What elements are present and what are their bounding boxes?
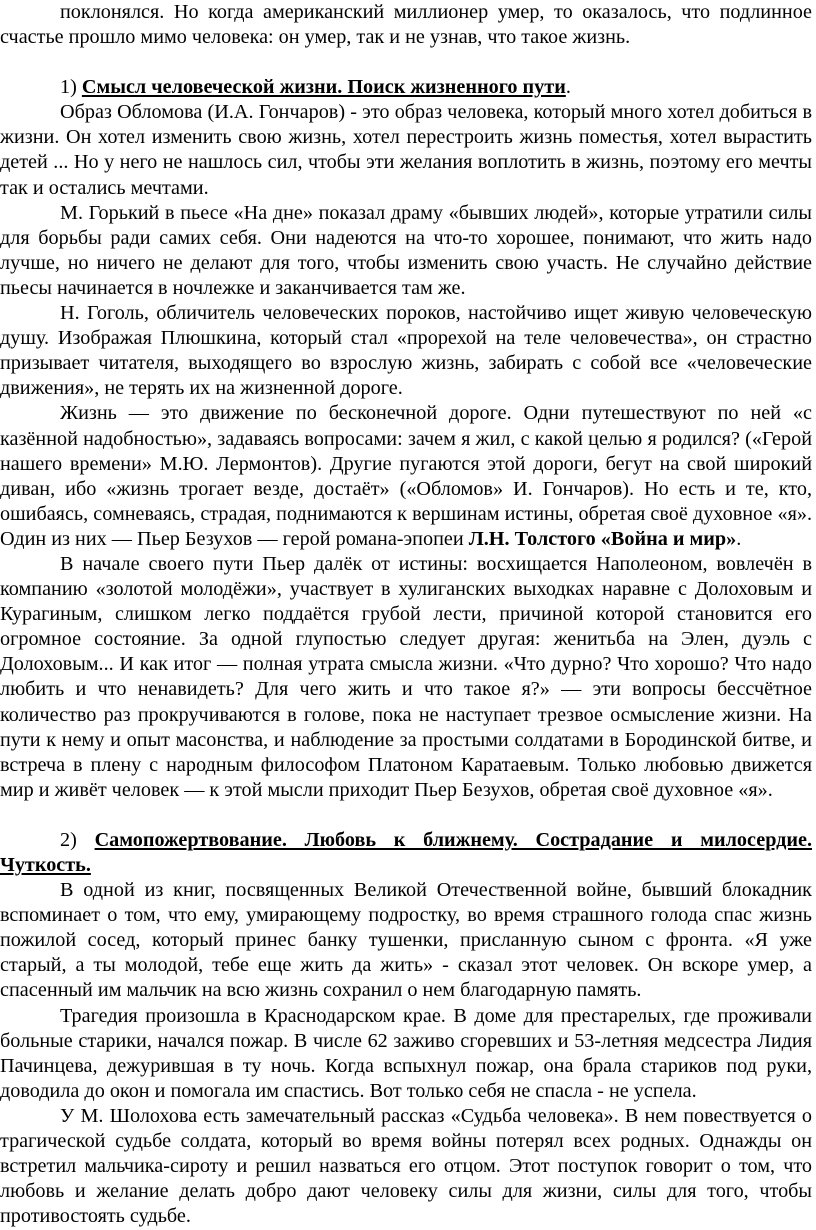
spacer bbox=[0, 50, 812, 75]
section-number: 2) bbox=[60, 828, 77, 851]
spacer bbox=[0, 803, 812, 828]
section-heading-2 bbox=[0, 828, 812, 878]
paragraph: Трагедия произошла в Краснодарском крае. В доме для престарелых, где проживали больные старики, начался пожар. В числе 62 заживо сгоревших и 53-летняя медсестра Лидия Пачинцева, дежурившая в ту ночь. Когда вспыхнул пожар, она брала стариков под руки, доводила до окон и помогала им спастись. Вот только себя не спасла - не успела. bbox=[0, 1004, 812, 1102]
section-number: 1) bbox=[60, 76, 77, 99]
section-title: Самопожертвование. Любовь к ближнему. Сострадание и милосердие. Чуткость. bbox=[0, 828, 813, 876]
paragraph: поклонялся. Но когда американский миллионер умер, то оказалось, что подлинное счастье прошло мимо человека: он умер, так и не узнав, что такое жизнь. bbox=[0, 1, 812, 49]
bold-reference: Л.Н. Толстого «Война и мир» bbox=[468, 527, 737, 550]
section-heading-1 bbox=[0, 75, 812, 100]
paragraph: У М. Шолохова есть замечательный рассказ «Судьба человека». В нем повествуется о трагической судьбе солдата, который во время войны потерял всех родных. Однажды он встретил мальчика-сироту и решил назваться его отцом. Этот поступок говорит о том, что любовь и желание делать добро дают человеку силы для жизни, силы для того, чтобы противостоять судьбе. bbox=[0, 1104, 812, 1228]
paragraph: В начале своего пути Пьер далёк от истины: восхищается Наполеоном, вовлечён в компанию «золотой молодёжи», участвует в хулиганских выходках наравне с Долоховым и Курагиным, слишком легко поддаётся грубой лести, причиной которой становится его огромное состояние. За одной глупостью следует другая: женитьба на Элен, дуэль с Долоховым... И как итог — полная утрата смысла жизни. «Что дурно? Что хорошо? Что надо любить и что ненавидеть? Для чего жить и что такое я?» — эти вопросы бессчётное количество раз прокручиваются в голове, пока не наступает трезвое осмысление жизни. На пути к нему и опыт масонства, и наблюдение за простыми солдатами в Бородинской битве, и встреча в плену с народным философом Платоном Каратаевым. Только любовью движется мир и живёт человек — к этой мысли приходит Пьер Безухов, обретая своё духовное «я». bbox=[0, 552, 812, 801]
section-title: Смысл человеческой жизни. Поиск жизненного пути bbox=[81, 76, 566, 99]
paragraph: Образ Обломова (И.А. Гончаров) - это образ человека, который много хотел добиться в жизни. Он хотел изменить свою жизнь, хотел перестроить жизнь поместья, хотел вырастить детей ... Но у него не нашлось сил, чтобы эти желания воплотить в жизнь, поэтому его мечты так и остались мечтами. bbox=[0, 101, 812, 199]
paragraph: Н. Гоголь, обличитель человеческих пороков, настойчиво ищет живую человеческую душу. Изображая Плюшкина, который стал «прорехой на теле человечества», он страстно призывает читателя, выходящего во взрослую жизнь, забирать с собой все «человеческие движения», не терять их на жизненной дороге. bbox=[0, 302, 812, 400]
paragraph-text: Жизнь — это движение по бесконечной дороге. Одни путешествуют по ней «с казённой надобностью», задаваясь вопросами: зачем я жил, с какой целью я родился? («Герой нашего времени» М.Ю. Лермонтов). Другие пугаются этой дороги, бегут на свой широкий диван, ибо «жизнь трогает везде, достаёт» («Обломов» И. Гончаров). Но есть и те, кто, ошибаясь, сомневаясь, страдая, поднимаются к вершинам истины, обретая своё духовное «я». Один из них — Пьер Безухов — герой романа-эпопеи bbox=[0, 402, 812, 550]
paragraph: М. Горький в пьесе «На дне» показал драму «бывших людей», которые утратили силы для борьбы ради самих себя. Они надеются на что-то хорошее, понимают, что жить надо лучше, но ничего не делают для того, чтобы изменить свою участь. Не случайно действие пьесы начинается в ночлежке и заканчивается там же. bbox=[0, 201, 812, 299]
paragraph: В одной из книг, посвященных Великой Отечественной войне, бывший блокадник вспоминает о том, что ему, умирающему подростку, во время страшного голода спас жизнь пожилой сосед, который принес банку тушенки, присланную сыном с фронта. «Я уже старый, а ты молодой, тебе еще жить да жить» - сказал этот человек. Он вскоре умер, а спасенный им мальчик на всю жизнь сохранил о нем благодарную память. bbox=[0, 879, 812, 1002]
paragraph-end: . bbox=[736, 527, 742, 550]
paragraph bbox=[0, 401, 812, 552]
section-title-end: . bbox=[565, 76, 571, 99]
